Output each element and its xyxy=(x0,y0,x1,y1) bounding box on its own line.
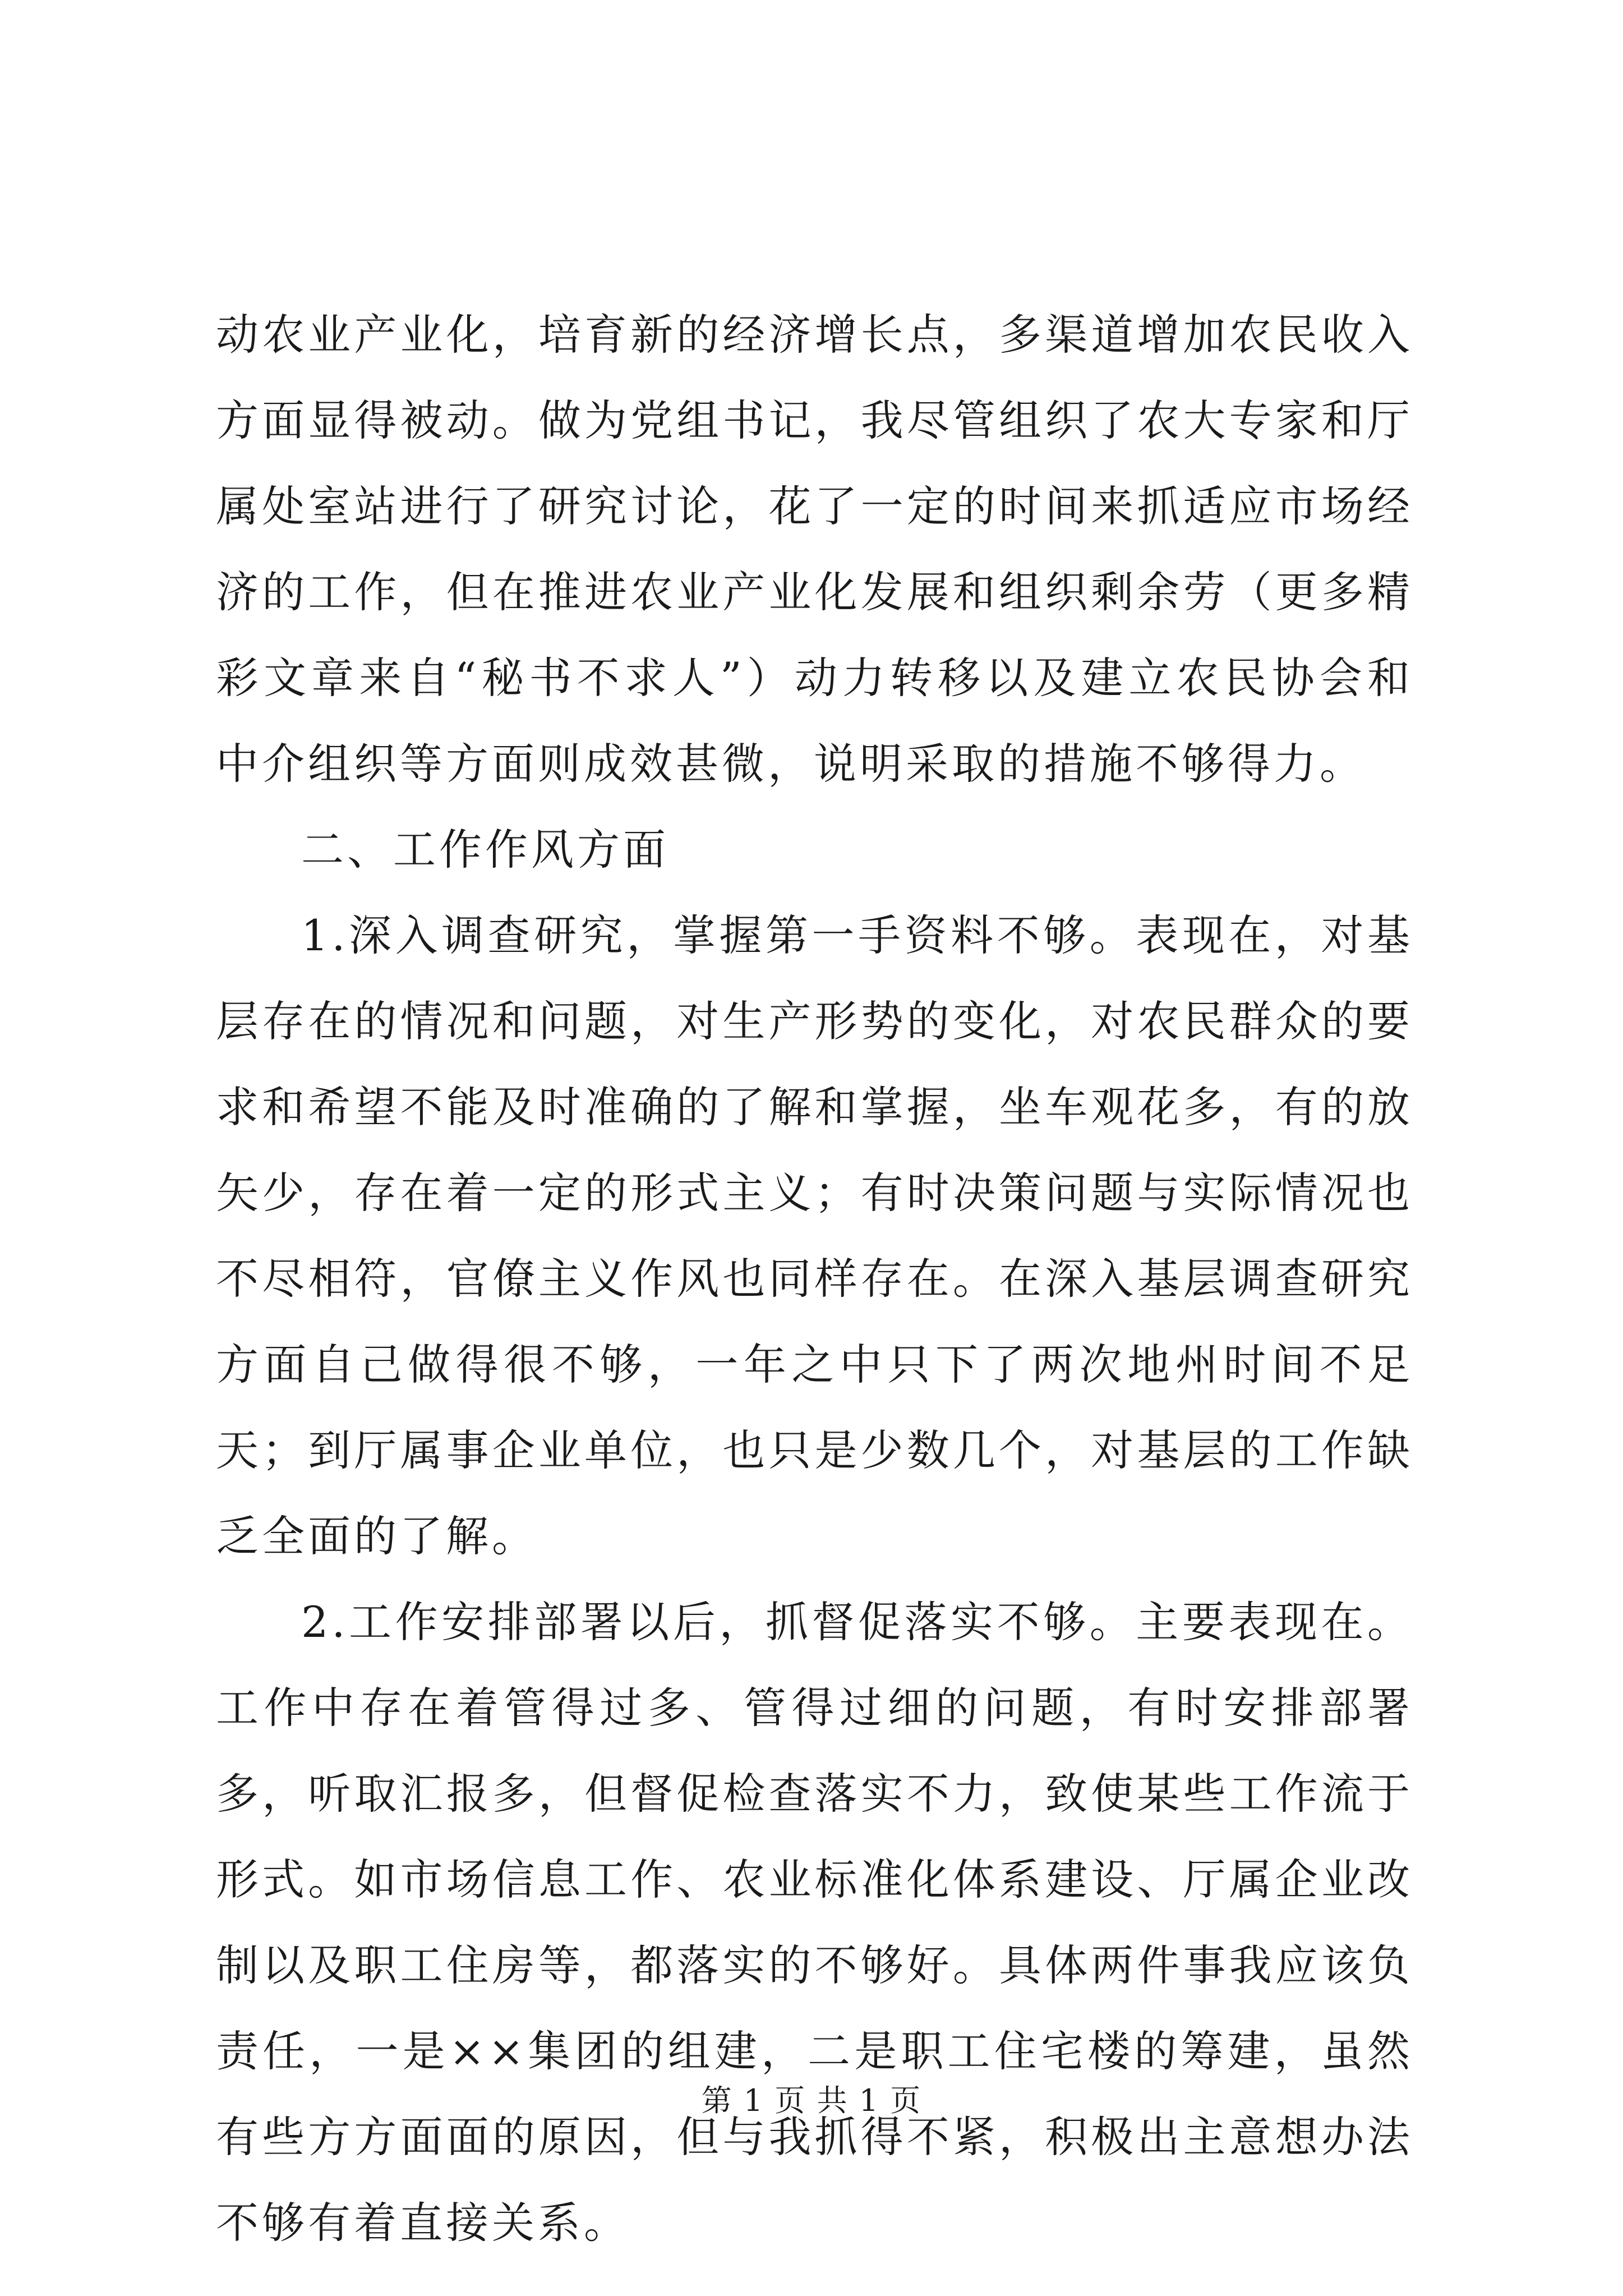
paragraph-item-2: 2.工作安排部署以后，抓督促落实不够。主要表现在。工作中存在着管得过多、管得过细的问题，有时安排部署多，听取汇报多，但督促检查落实不力，致使某些工作流于形式。如市场信息工作、农业标准化体系建设、厅属企业改制以及职工住房等，都落实的不够好。具体两件事我应该负责任，一是××集团的组建，二是职工住宅楼的筹建，虽然有些方方面面的原因，但与我抓得不紧，积极出主意想办法不够有着直接关系。 xyxy=(216,1597,1413,2248)
paragraph-continuation: 动农业产业化，培育新的经济增长点，多渠道增加农民收入方面显得被动。做为党组书记，我尽管组织了农大专家和厅属处室站进行了研究讨论，花了一定的时间来抓适应市场经济的工作，但在推进农业产业化发展和组织剩余劳（更多精彩文章来自“秘书不求人”）动力转移以及建立农民协会和中介组织等方面则成效甚微，说明采取的措施不够得力。 xyxy=(216,310,1413,789)
section-heading: 二、工作作风方面 xyxy=(301,825,669,875)
document-body xyxy=(216,292,1413,2266)
paragraph-item-1: 1.深入调查研究，掌握第一手资料不够。表现在，对基层存在的情况和问题，对生产形势的变化，对农民群众的要求和希望不能及时准确的了解和掌握，坐车观花多，有的放矢少，存在着一定的形式主义；有时决策问题与实际情况也不尽相符，官僚主义作风也同样存在。在深入基层调查研究方面自己做得很不够，一年之中只下了两次地州时间不足天；到厅属事企业单位，也只是少数几个，对基层的工作缺乏全面的了解。 xyxy=(216,910,1413,1561)
page-footer: 第 1 页 共 1 页 xyxy=(701,2083,922,2118)
